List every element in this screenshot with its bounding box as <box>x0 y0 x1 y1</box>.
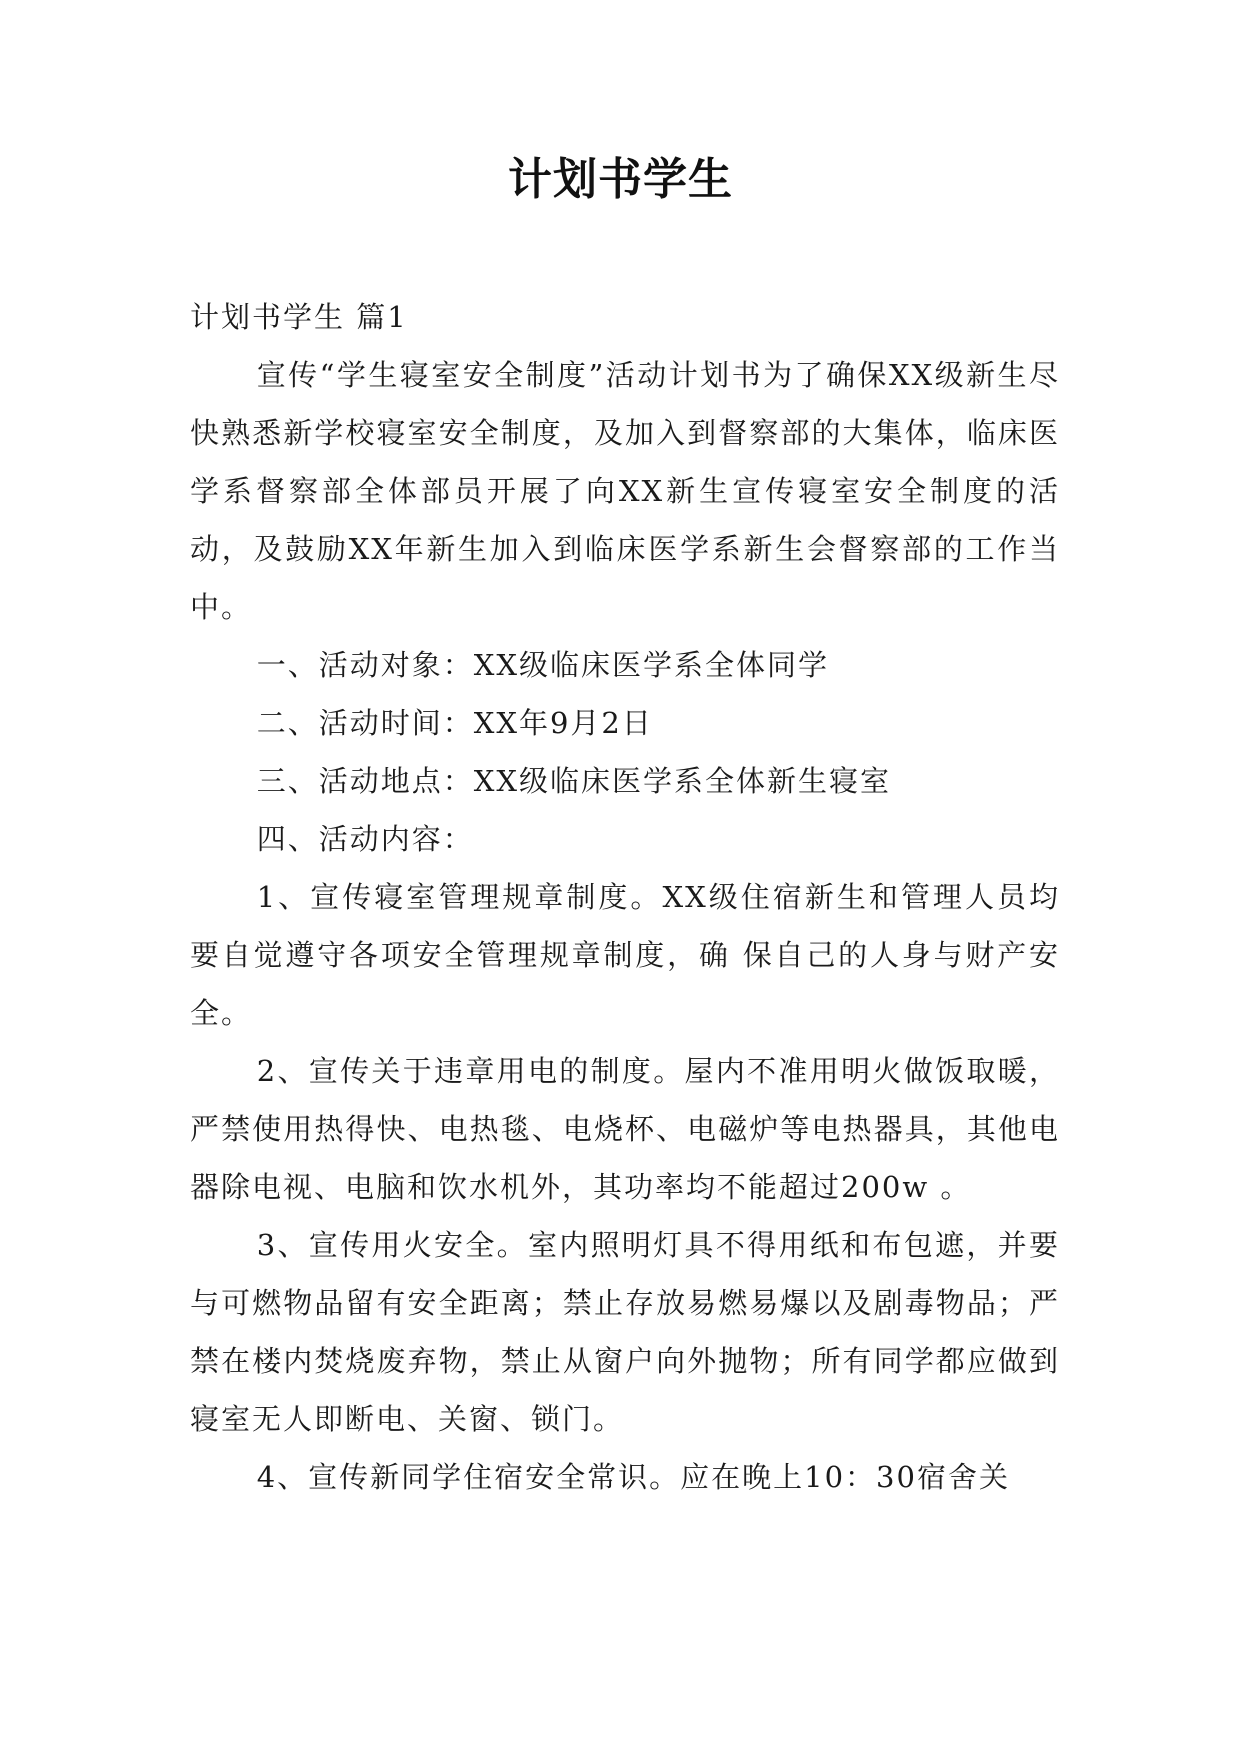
activity-target: 一、活动对象：XX级临床医学系全体同学 <box>256 648 829 682</box>
content-item-1: 1、宣传寝室管理规章制度。XX级住宿新生和管理人员均要自觉遵守各项安全管理规章制度，确 保自己的人身与财产安全。 <box>190 880 1060 1030</box>
section-heading: 计划书学生 篇1 <box>190 300 408 334</box>
document-body <box>190 288 1060 1506</box>
content-item-3: 3、宣传用火安全。室内照明灯具不得用纸和布包遮，并要与可燃物品留有安全距离；禁止存放易燃易爆以及剧毒物品；严禁在楼内焚烧废弃物，禁止从窗户向外抛物；所有同学都应做到寝室无人即断电、关窗、锁门。 <box>190 1228 1060 1436</box>
document-title: 计划书学生 <box>508 154 733 205</box>
content-item-4: 4、宣传新同学住宿安全常识。应在晚上10：30宿舍关 <box>256 1460 1010 1494</box>
activity-location: 三、活动地点：XX级临床医学系全体新生寝室 <box>256 764 891 798</box>
activity-time: 二、活动时间：XX年9月2日 <box>256 706 653 740</box>
content-item-2: 2、宣传关于违章用电的制度。屋内不准用明火做饭取暖，严禁使用热得快、电热毯、电烧杯、电磁炉等电热器具，其他电器除电视、电脑和饮水机外，其功率均不能超过200w 。 <box>190 1054 1060 1204</box>
intro-paragraph: 宣传“学生寝室安全制度”活动计划书为了确保XX级新生尽快熟悉新学校寝室安全制度，及加入到督察部的大集体，临床医学系督察部全体部员开展了向XX新生宣传寝室安全制度的活动，及鼓励XX年新生加入到临床医学系新生会督察部的工作当中。 <box>190 358 1060 624</box>
activity-content-heading: 四、活动内容： <box>256 822 474 856</box>
